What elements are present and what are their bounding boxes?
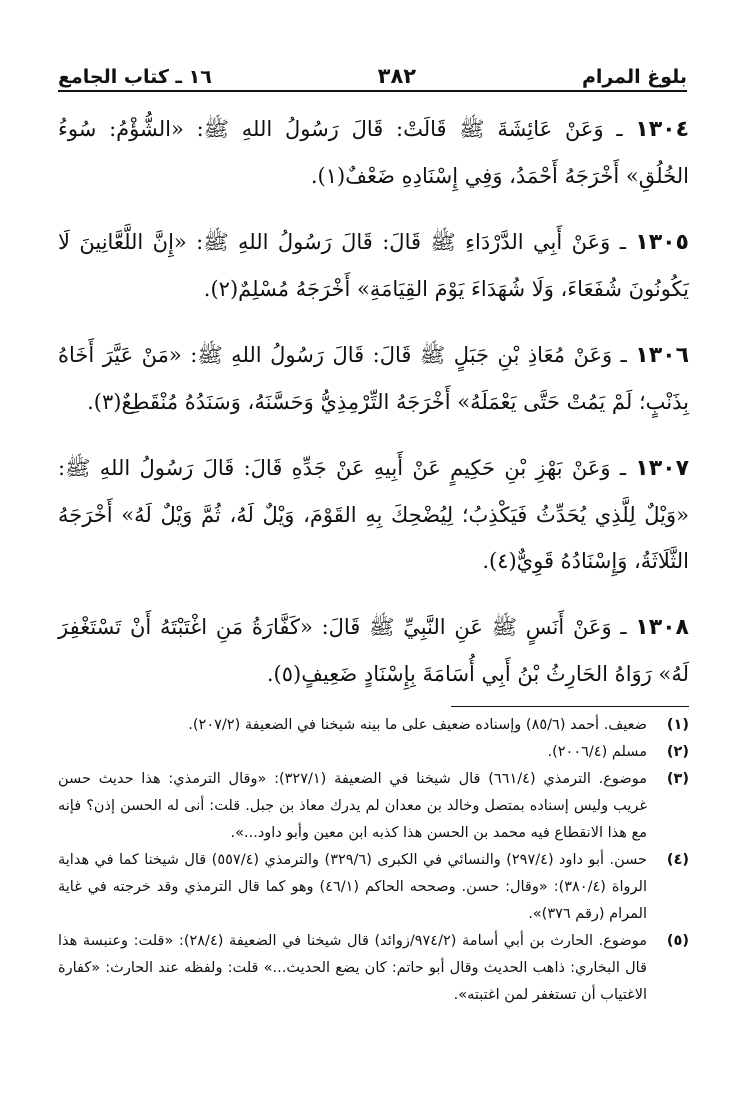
chapter-title: ١٦ ـ كتاب الجامع xyxy=(58,66,212,88)
hadith-number: ١٣٠٦ xyxy=(635,343,689,368)
hadith-text: ـ وَعَنْ أَبِي الدَّرْدَاءِ ﷺ قَالَ: قَالَ رَسُولُ اللهِ ﷺ: «إِنَّ اللَّعَّانِينَ لَا يَكُونُونَ شُفَعَاءَ، وَلَا شُهَدَاءَ يَوْمَ القِيَامَةِ» أَخْرَجَهُ مُسْلِمٌ(٢). xyxy=(58,230,689,301)
hadith-text: ـ وَعَنْ عَائِشَةَ ﷺ قَالَتْ: قَالَ رَسُولُ اللهِ ﷺ: «الشُّؤْمُ: سُوءُ الخُلُقِ» أَخْرَجَهُ أَحْمَدُ، وَفِي إِسْنَادِهِ ضَعْفٌ(١). xyxy=(58,117,689,188)
footnotes xyxy=(58,712,689,1009)
running-header xyxy=(58,58,687,92)
hadith-number: ١٣٠٧ xyxy=(635,456,689,481)
hadith-1306 xyxy=(58,332,689,425)
footnote-marker: (٤) xyxy=(666,852,689,868)
hadith-list xyxy=(58,106,689,697)
hadith-number: ١٣٠٤ xyxy=(635,117,689,142)
footnote-text: موضوع. الترمذي (٦٦١/٤) قال شيخنا في الضعيفة (٣٢٧/١): «وقال الترمذي: هذا حديث حسن غريب وليس إسناده بمتصل وخالد بن معدان لم يدرك معاذ بن جبل. قلت: أنى له الحسن إذن؟ فإنه مع هذا الانقطاع فيه محمد بن الحسن هذا كذبه ابن معين وأبو داود...». xyxy=(58,771,647,841)
hadith-1307 xyxy=(58,445,689,584)
page-number: ٣٨٢ xyxy=(377,64,417,88)
hadith-text: ـ وَعَنْ مُعَاذِ بْنِ جَبَلٍ ﷺ قَالَ: قَالَ رَسُولُ اللهِ ﷺ: «مَنْ عَيَّرَ أَخَاهُ بِذَنْبٍ؛ لَمْ يَمُتْ حَتَّى يَعْمَلَهُ» أَخْرَجَهُ التِّرْمِذِيُّ وَحَسَّنَهُ، وَسَنَدُهُ مُنْقَطِعٌ(٣). xyxy=(58,343,689,414)
footnote-1 xyxy=(58,712,689,739)
footnote-4 xyxy=(58,847,689,928)
footnote-divider xyxy=(451,706,689,707)
footnote-text: ضعيف. أحمد (٨٥/٦) وإسناده ضعيف على ما بينه شيخنا في الضعيفة (٢٠٧/٢). xyxy=(188,717,647,733)
footnote-marker: (٢) xyxy=(666,744,689,760)
footnote-2 xyxy=(58,739,689,766)
footnote-text: حسن. أبو داود (٢٩٧/٤) والنسائي في الكبرى (٣٢٩/٦) والترمذي (٥٥٧/٤) قال شيخنا كما في هداية الرواة (٣٨٠/٤): «وقال: حسن. وصححه الحاكم (٤٦/١) وهو كما قال الترمذي وقد خرجته في غاية المرام (رقم ٣٧٦)». xyxy=(58,852,648,922)
hadith-number: ١٣٠٥ xyxy=(635,230,689,255)
hadith-number: ١٣٠٨ xyxy=(635,615,689,640)
hadith-1308 xyxy=(58,604,689,697)
footnote-5 xyxy=(58,928,689,1009)
hadith-1304 xyxy=(58,106,689,199)
footnote-3 xyxy=(58,766,689,847)
footnote-marker: (٥) xyxy=(666,933,689,949)
footnote-marker: (١) xyxy=(666,717,689,733)
hadith-text: ـ وَعَنْ أَنَسٍ ﷺ عَنِ النَّبِيِّ ﷺ قَالَ: «كَفَّارَةُ مَنِ اغْتَبْتَهُ أَنْ تَسْتَغْفِرَ لَهُ» رَوَاهُ الحَارِثُ بْنُ أَبِي أُسَامَةَ بِإِسْنَادٍ ضَعِيفٍ(٥). xyxy=(58,615,689,686)
book-title: بلوغ المرام xyxy=(581,66,687,88)
footnote-text: موضوع. الحارث بن أبي أسامة (٩٧٤/٢/زوائد) قال شيخنا في الضعيفة (٢٨/٤): «قلت: وعنبسة هذا قال البخاري: ذاهب الحديث وقال أبو حاتم: كان يضع الحديث...» قلت: ولفظه عند الحارث: «كفارة الاغتياب أن تستغفر لمن اغتبته». xyxy=(58,933,647,1003)
hadith-text: ـ وَعَنْ بَهْزِ بْنِ حَكِيمٍ عَنْ أَبِيهِ عَنْ جَدِّهِ قَالَ: قَالَ رَسُولُ اللهِ ﷺ: «وَيْلٌ لِلَّذِي يُحَدِّثُ فَيَكْذِبُ؛ لِيُضْحِكَ بِهِ القَوْمَ، وَيْلٌ لَهُ، ثُمَّ وَيْلٌ لَهُ» أَخْرَجَهُ الثَّلَاثَةُ، وَإِسْنَادُهُ قَوِيٌّ(٤). xyxy=(58,456,689,573)
footnote-marker: (٣) xyxy=(666,771,689,787)
hadith-1305 xyxy=(58,219,689,312)
footnote-text: مسلم (٢٠٠٦/٤). xyxy=(547,744,647,760)
